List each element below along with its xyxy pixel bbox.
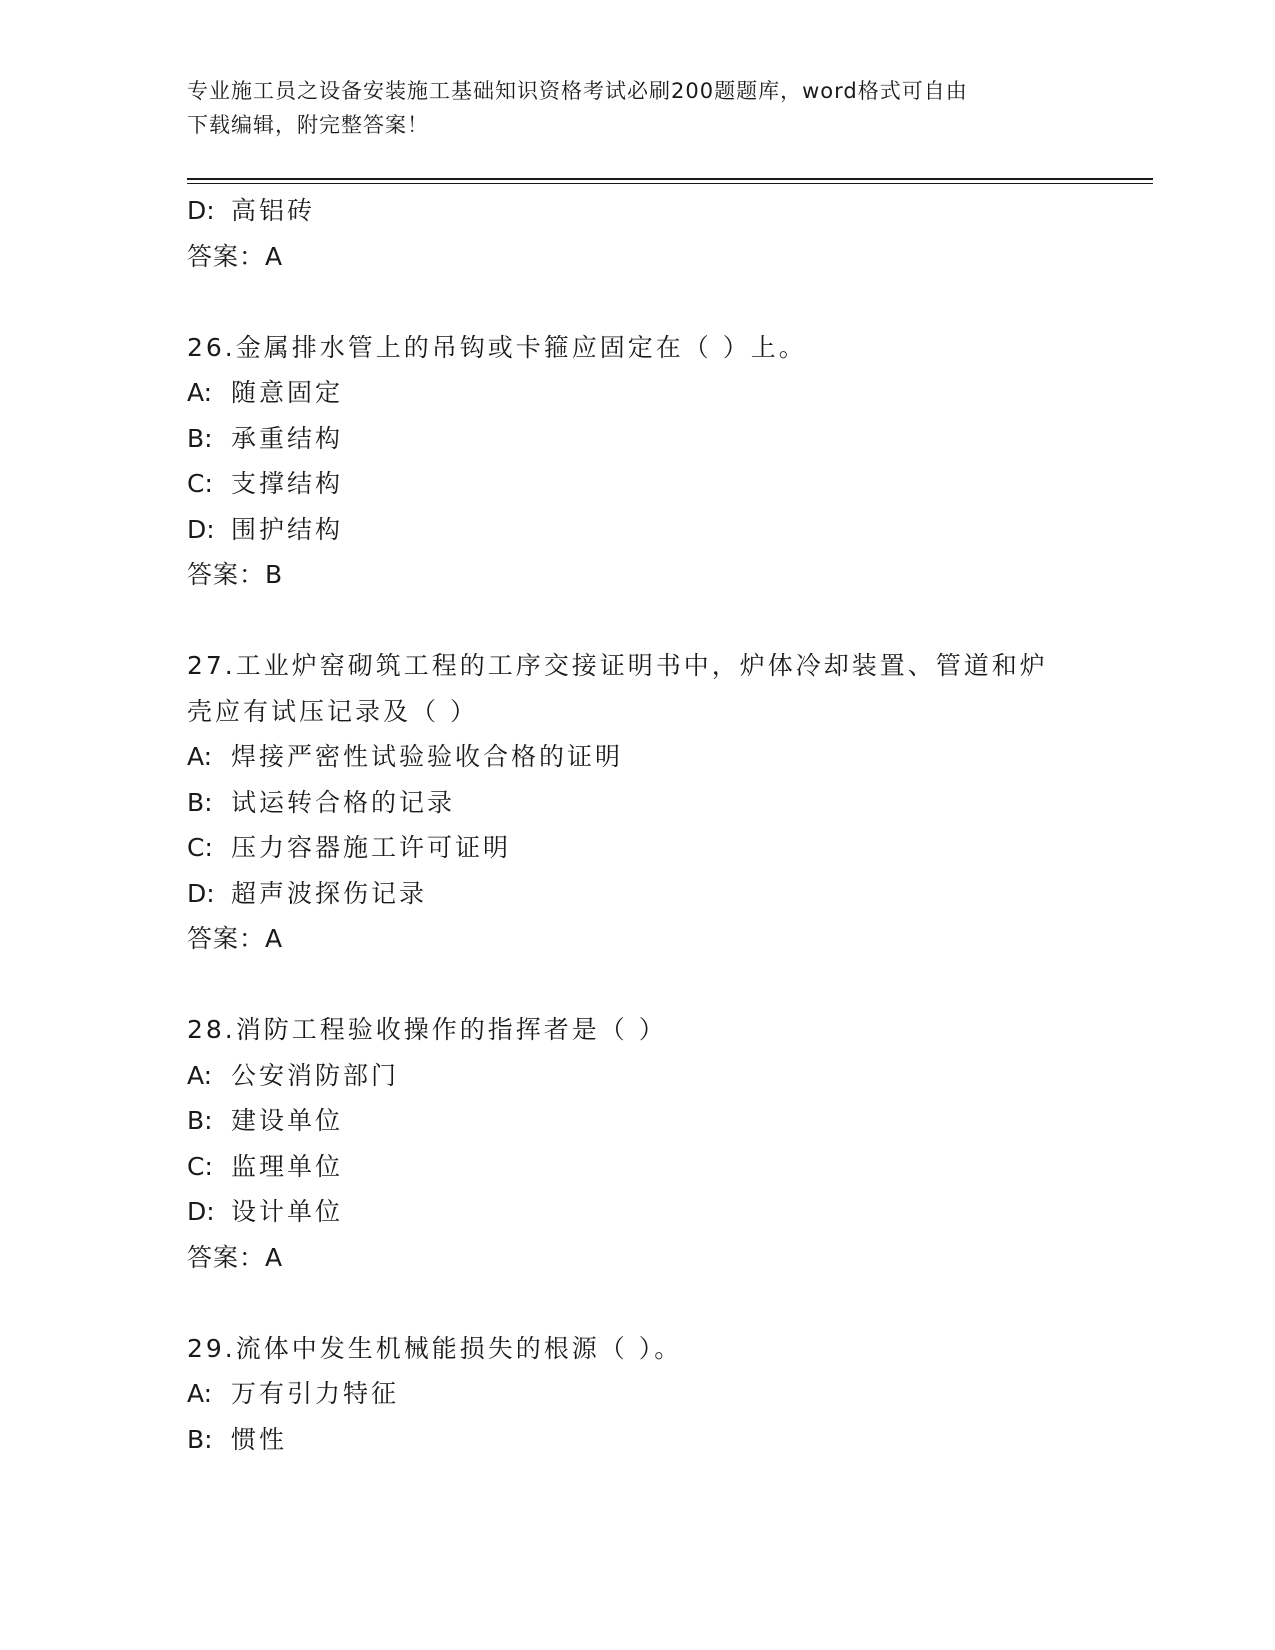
answer-line: 答案：B — [187, 560, 284, 589]
option-text: 设计单位 — [231, 1197, 344, 1226]
question-stem: 29.流体中发生机械能损失的根源（ ）。 — [187, 1333, 683, 1363]
option-label: B: — [187, 1106, 213, 1135]
option-text: 随意固定 — [231, 378, 344, 407]
answer-line: 答案：A — [187, 1242, 284, 1272]
option-text: 试运转合格的记录 — [231, 787, 456, 817]
option-label: A: — [187, 1379, 213, 1408]
option-text: 支撑结构 — [231, 469, 344, 498]
option-c — [187, 825, 1087, 871]
option-text: 监理单位 — [231, 1151, 344, 1181]
option-text: 公安消防部门 — [231, 1060, 400, 1090]
option-text: 万有引力特征 — [231, 1379, 400, 1408]
option-label: A: — [187, 1060, 213, 1090]
option-label: C: — [187, 833, 213, 862]
header-divider-thin — [187, 183, 1153, 184]
question-stem: 28.消防工程验收操作的指挥者是（ ） — [187, 1015, 667, 1044]
option-label: A: — [187, 742, 213, 771]
option-a — [187, 1371, 1087, 1417]
answer-line: 答案：A — [187, 241, 284, 271]
header-divider — [187, 178, 1153, 180]
option-text: 焊接严密性试验验收合格的证明 — [231, 742, 624, 771]
option-text: 建设单位 — [231, 1106, 344, 1135]
document-header — [187, 74, 1087, 142]
option-a — [187, 370, 1087, 416]
question-stem-line-1: 27.工业炉窑砌筑工程的工序交接证明书中，炉体冷却装置、管道和炉 — [187, 651, 1048, 680]
option-label: B: — [187, 423, 213, 453]
option-b — [187, 780, 1087, 826]
option-d — [187, 188, 1087, 234]
option-label: B: — [187, 787, 213, 817]
option-label: C: — [187, 1151, 213, 1181]
option-label: D: — [187, 1197, 215, 1226]
option-text: 围护结构 — [231, 514, 344, 544]
option-label: C: — [187, 469, 213, 498]
header-line-2: 下载编辑，附完整答案！ — [187, 113, 429, 137]
option-a — [187, 734, 1087, 780]
header-line-1: 专业施工员之设备安装施工基础知识资格考试必刷200题题库，word格式可自由 — [187, 79, 968, 103]
option-label: D: — [187, 878, 215, 908]
option-b — [187, 1098, 1087, 1144]
option-b — [187, 416, 1087, 462]
option-d — [187, 507, 1087, 553]
option-a — [187, 1053, 1087, 1099]
option-label: B: — [187, 1424, 213, 1454]
question-list — [187, 188, 1087, 1462]
option-c — [187, 1144, 1087, 1190]
option-text: 高铝砖 — [231, 196, 316, 225]
question-stem: 26.金属排水管上的吊钩或卡箍应固定在（ ）上。 — [187, 332, 807, 362]
option-text: 压力容器施工许可证明 — [231, 833, 512, 862]
option-b — [187, 1417, 1087, 1463]
answer-line: 答案：A — [187, 924, 284, 953]
option-label: D: — [187, 196, 215, 225]
option-label: D: — [187, 514, 215, 544]
option-d — [187, 1189, 1087, 1235]
option-text: 承重结构 — [231, 423, 344, 453]
question-stem-line-2: 壳应有试压记录及（ ） — [187, 696, 478, 726]
option-text: 惯性 — [231, 1424, 288, 1454]
option-text: 超声波探伤记录 — [231, 878, 428, 908]
option-c — [187, 461, 1087, 507]
option-label: A: — [187, 378, 213, 407]
option-d — [187, 871, 1087, 917]
